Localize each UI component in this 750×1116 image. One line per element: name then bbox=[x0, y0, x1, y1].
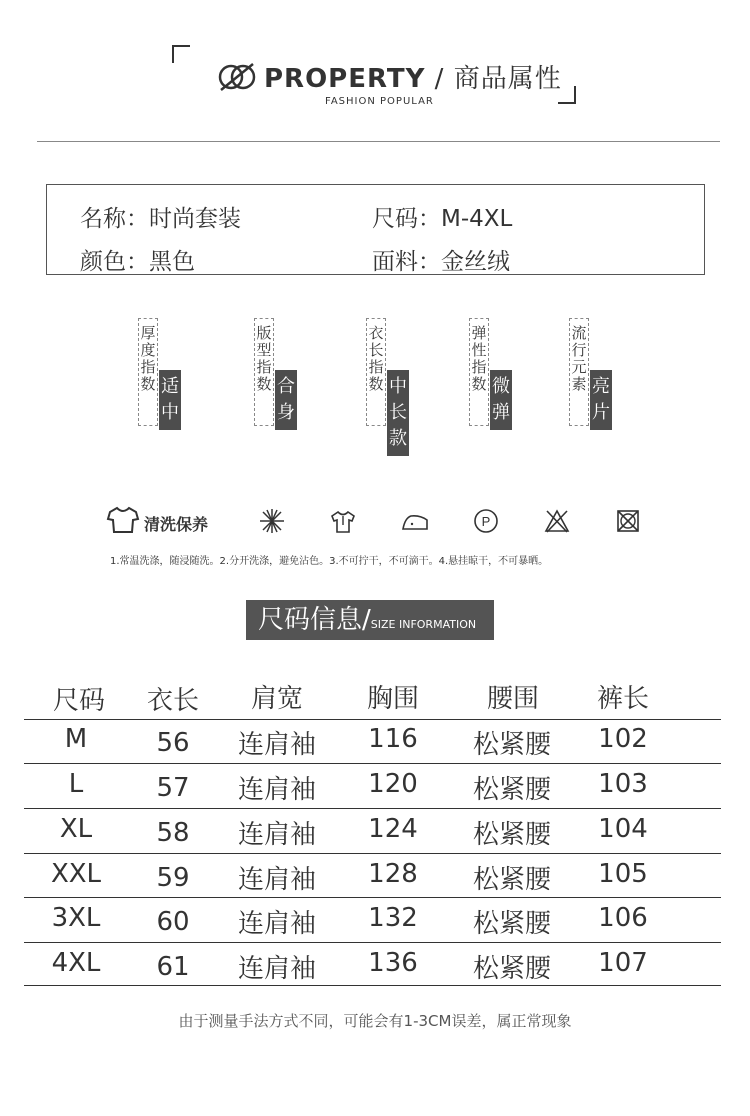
table-cell-length: 57 bbox=[156, 773, 190, 803]
table-rule bbox=[24, 985, 721, 986]
index-label-fit: 版型指数 bbox=[254, 318, 274, 426]
index-label-length: 衣长指数 bbox=[366, 318, 386, 426]
shirt-icon bbox=[106, 505, 140, 535]
table-rule bbox=[24, 719, 721, 720]
table-rule bbox=[24, 853, 721, 854]
table-header-size: 尺码 bbox=[52, 686, 105, 716]
table-cell-size: XL bbox=[59, 814, 93, 844]
page-subtitle: FASHION POPULAR bbox=[325, 96, 434, 107]
table-cell-chest: 132 bbox=[368, 903, 418, 933]
table-header-chest: 胸围 bbox=[366, 684, 419, 714]
table-cell-size: 4XL bbox=[51, 948, 101, 978]
index-label-elasticity: 弹性指数 bbox=[469, 318, 489, 426]
table-cell-chest: 124 bbox=[368, 814, 418, 844]
table-rule bbox=[24, 763, 721, 764]
table-cell-chest: 116 bbox=[368, 724, 418, 754]
size-info-banner bbox=[246, 600, 494, 640]
table-cell-waist: 松紧腰 bbox=[472, 820, 551, 850]
info-fabric: 面料：金丝绒 bbox=[372, 249, 510, 275]
table-rule bbox=[24, 897, 721, 898]
table-cell-pants-length: 104 bbox=[598, 814, 648, 844]
index-label-trend: 流行元素 bbox=[569, 318, 589, 426]
table-cell-waist: 松紧腰 bbox=[472, 865, 551, 895]
table-cell-shoulder: 连肩袖 bbox=[237, 730, 316, 760]
dry-clean-p-icon bbox=[472, 507, 500, 535]
divider bbox=[37, 141, 720, 142]
size-banner-title-en: SIZE INFORMATION bbox=[370, 618, 477, 631]
table-cell-pants-length: 107 bbox=[598, 948, 648, 978]
hanging-shirt-icon bbox=[329, 507, 357, 535]
corner-bracket-top-left bbox=[172, 45, 190, 63]
info-size: 尺码：M-4XL bbox=[372, 206, 513, 232]
info-name: 名称：时尚套装 bbox=[80, 206, 241, 232]
table-cell-shoulder: 连肩袖 bbox=[237, 954, 316, 984]
index-value-trend: 亮片 bbox=[590, 370, 612, 430]
size-banner-title-cn: 尺码信息/ bbox=[258, 605, 371, 635]
table-cell-size: M bbox=[64, 724, 88, 754]
page-title bbox=[264, 58, 562, 95]
title-separator: / bbox=[425, 64, 454, 94]
index-value-thickness: 适中 bbox=[159, 370, 181, 430]
index-value-fit: 合身 bbox=[275, 370, 297, 430]
table-cell-length: 58 bbox=[156, 818, 190, 848]
table-cell-waist: 松紧腰 bbox=[472, 775, 551, 805]
index-label-thickness: 厚度指数 bbox=[138, 318, 158, 426]
sun-no-icon bbox=[258, 507, 286, 535]
table-cell-pants-length: 103 bbox=[598, 769, 648, 799]
table-cell-pants-length: 105 bbox=[598, 859, 648, 889]
info-color: 颜色：黑色 bbox=[80, 249, 195, 275]
table-cell-length: 60 bbox=[156, 907, 190, 937]
table-cell-chest: 120 bbox=[368, 769, 418, 799]
care-title: 清洗保养 bbox=[144, 515, 209, 534]
table-cell-pants-length: 102 bbox=[598, 724, 648, 754]
table-header-length: 衣长 bbox=[146, 686, 199, 716]
table-cell-chest: 136 bbox=[368, 948, 418, 978]
table-cell-chest: 128 bbox=[368, 859, 418, 889]
table-cell-size: L bbox=[68, 769, 84, 799]
table-cell-length: 56 bbox=[156, 728, 190, 758]
table-cell-length: 61 bbox=[156, 952, 190, 982]
title-en: PROPERTY bbox=[264, 64, 426, 94]
index-value-elasticity: 微弹 bbox=[490, 370, 512, 430]
index-value-length: 中长款 bbox=[387, 370, 409, 456]
table-cell-waist: 松紧腰 bbox=[472, 954, 551, 984]
table-rule bbox=[24, 808, 721, 809]
table-header-shoulder: 肩宽 bbox=[250, 684, 303, 714]
table-cell-waist: 松紧腰 bbox=[472, 730, 551, 760]
table-cell-pants-length: 106 bbox=[598, 903, 648, 933]
table-cell-shoulder: 连肩袖 bbox=[237, 865, 316, 895]
property-logo-icon bbox=[216, 62, 258, 92]
title-cn: 商品属性 bbox=[453, 64, 562, 94]
table-cell-shoulder: 连肩袖 bbox=[237, 820, 316, 850]
table-cell-size: 3XL bbox=[51, 903, 101, 933]
care-instructions: 1.常温洗涤，随浸随洗。2.分开洗涤，避免沾色。3.不可拧干，不可滴干。4.悬挂晾干，不可暴晒。 bbox=[110, 556, 549, 567]
iron-icon bbox=[400, 507, 430, 535]
svg-text:P: P bbox=[481, 514, 491, 529]
no-bleach-icon bbox=[543, 507, 571, 535]
table-header-pants-length: 裤长 bbox=[596, 684, 649, 714]
measurement-footnote: 由于测量手法方式不同，可能会有1-3CM误差，属正常现象 bbox=[178, 1012, 572, 1030]
table-cell-shoulder: 连肩袖 bbox=[237, 775, 316, 805]
table-cell-shoulder: 连肩袖 bbox=[237, 909, 316, 939]
table-cell-length: 59 bbox=[156, 863, 190, 893]
no-tumble-dry-icon bbox=[614, 507, 642, 535]
table-cell-waist: 松紧腰 bbox=[472, 909, 551, 939]
table-rule bbox=[24, 942, 721, 943]
table-header-waist: 腰围 bbox=[486, 684, 539, 714]
table-cell-size: XXL bbox=[50, 859, 102, 889]
